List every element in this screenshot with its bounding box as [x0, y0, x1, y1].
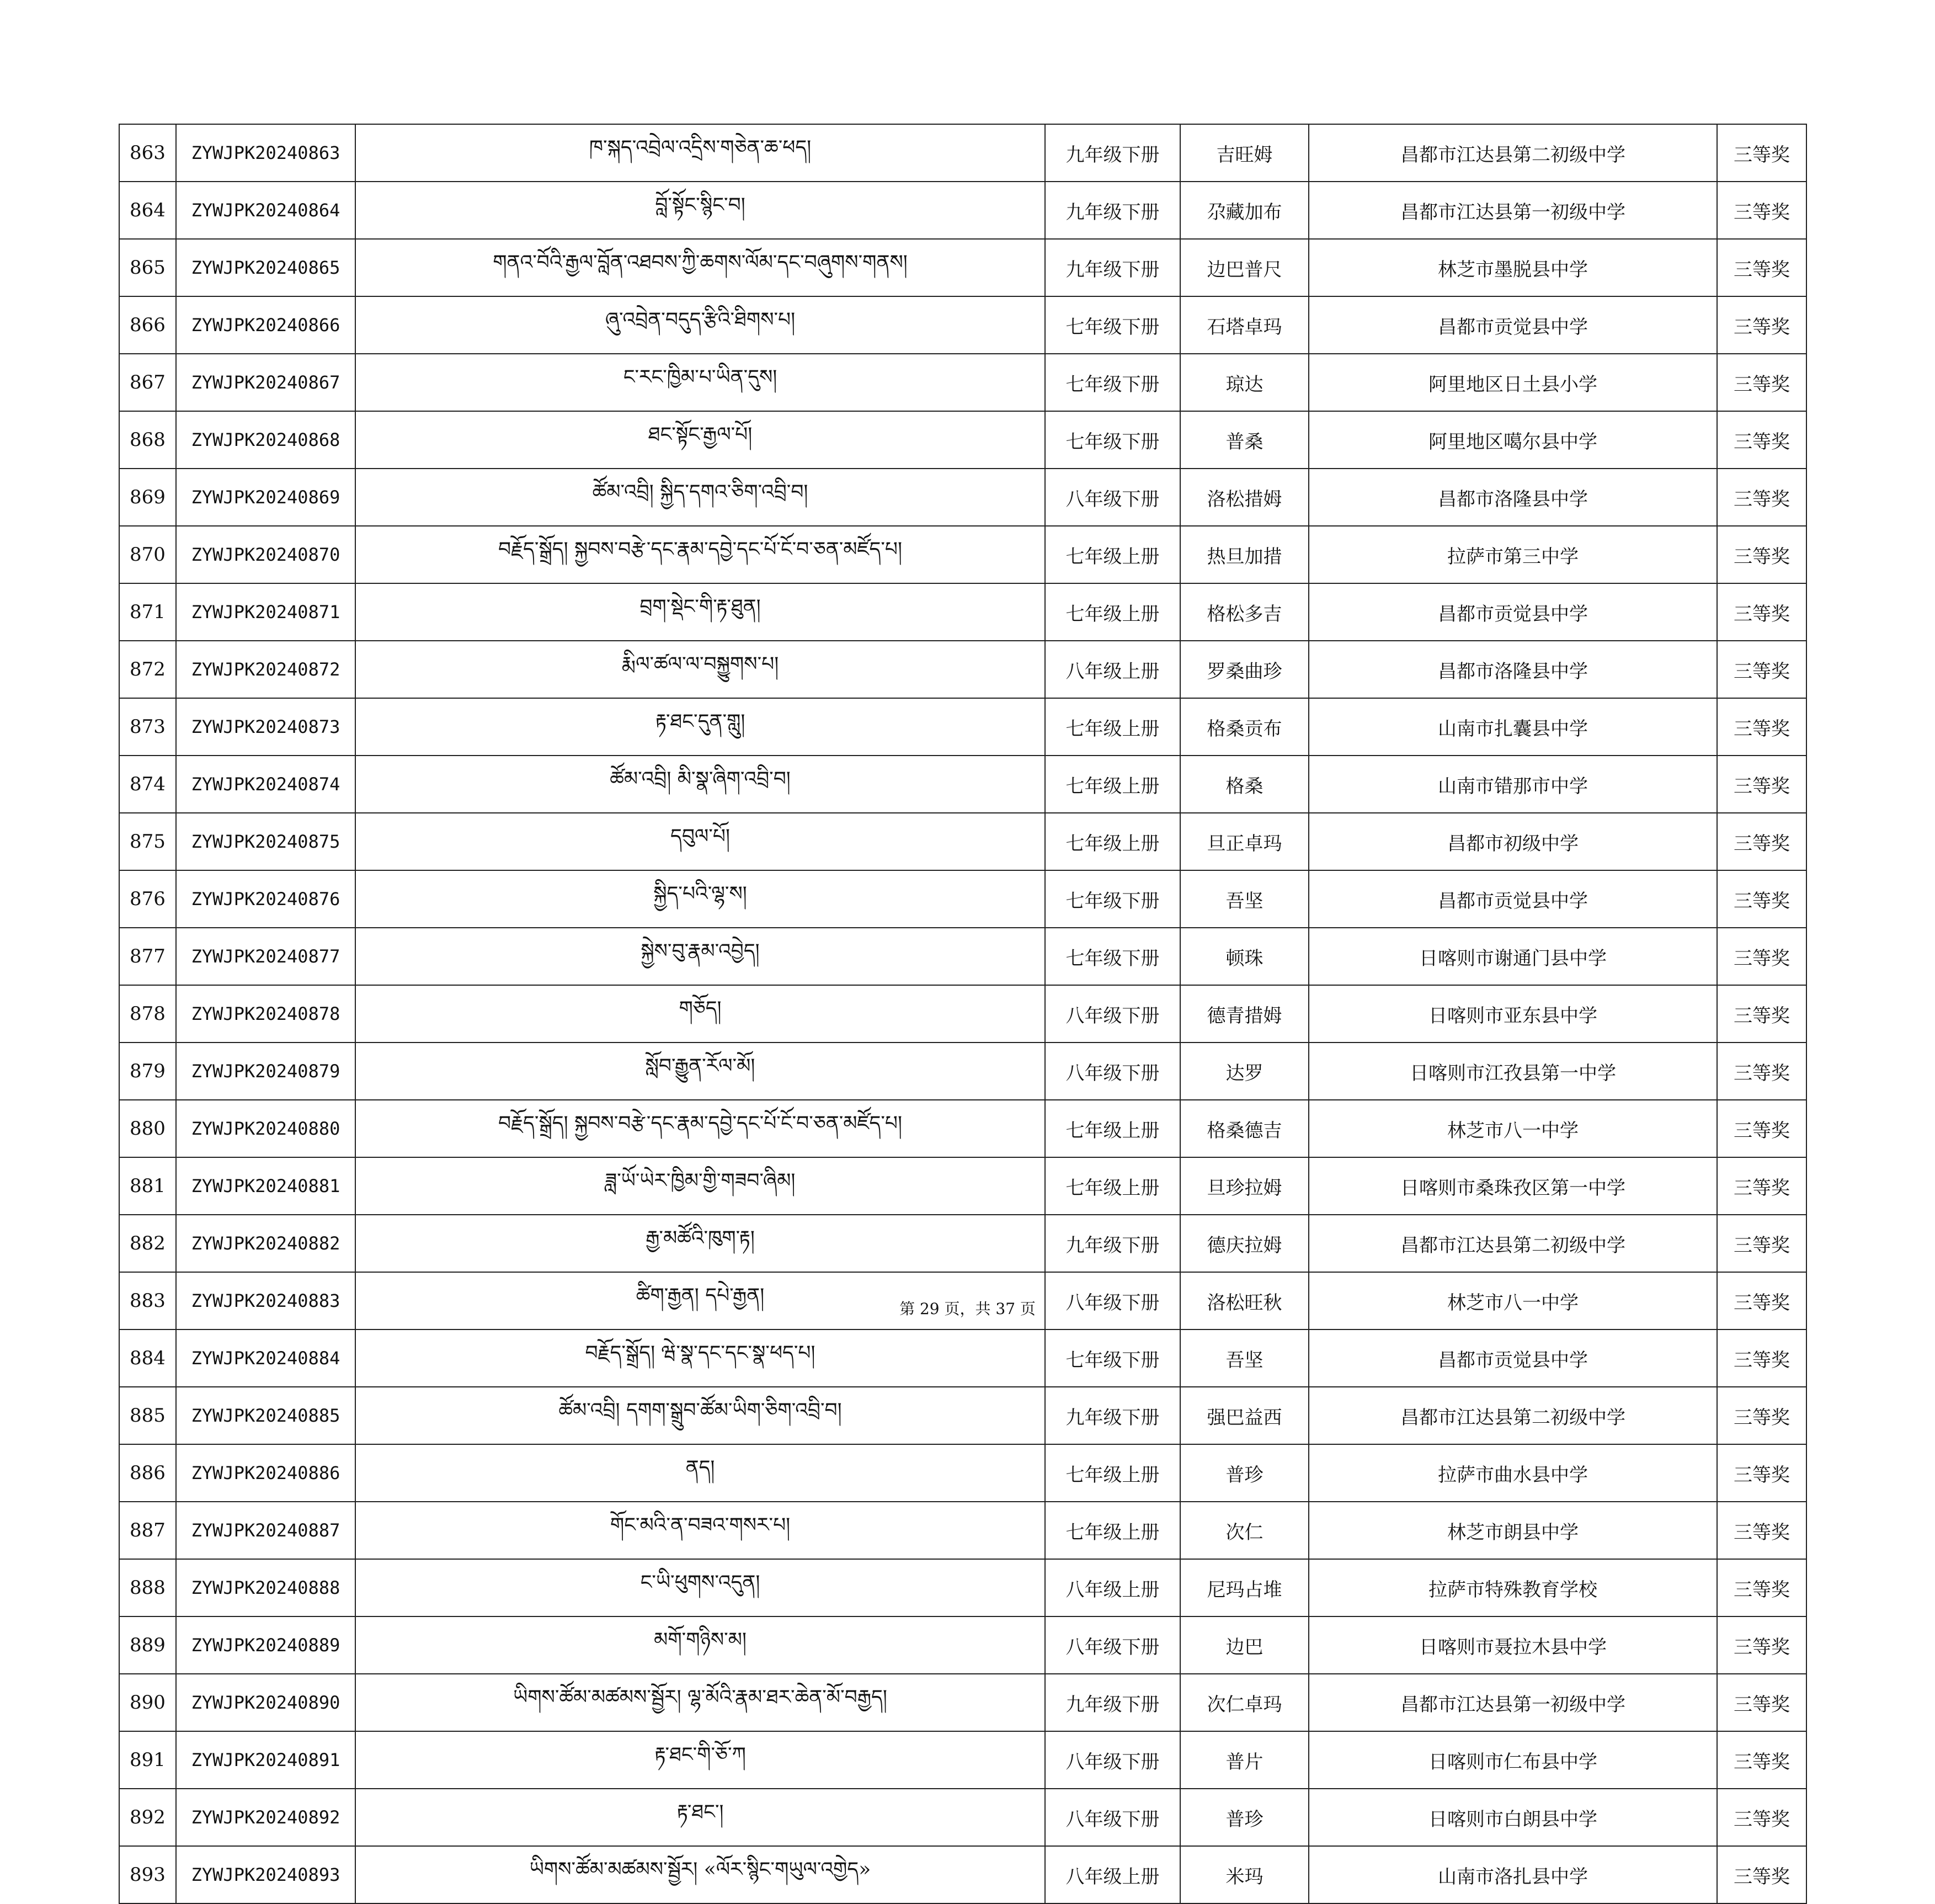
table-row — [119, 813, 1806, 870]
award-level-cell: 三等奖 — [1717, 1100, 1806, 1157]
work-title-cell: རྟ་ཐང་། — [355, 1789, 1045, 1846]
author-name-cell: 热旦加措 — [1180, 526, 1309, 583]
author-name-cell: 格桑贡布 — [1180, 698, 1309, 756]
table-row — [119, 583, 1806, 641]
award-level-cell: 三等奖 — [1717, 928, 1806, 985]
award-level-cell: 三等奖 — [1717, 296, 1806, 354]
grade-volume-cell: 七年级上册 — [1045, 526, 1180, 583]
grade-volume-cell: 七年级下册 — [1045, 296, 1180, 354]
row-number-cell: 863 — [119, 124, 176, 182]
work-title-cell: མགོ་གཉིས་མ། — [355, 1616, 1045, 1674]
author-name-cell: 罗桑曲珍 — [1180, 641, 1309, 698]
author-name-cell: 次仁 — [1180, 1502, 1309, 1559]
table-row — [119, 1329, 1806, 1387]
award-level-cell: 三等奖 — [1717, 698, 1806, 756]
author-name-cell: 普片 — [1180, 1731, 1309, 1789]
work-code-cell: ZYWJPK20240865 — [176, 239, 355, 296]
work-code-cell: ZYWJPK20240863 — [176, 124, 355, 182]
grade-volume-cell: 九年级下册 — [1045, 239, 1180, 296]
author-name-cell: 达罗 — [1180, 1043, 1309, 1100]
work-code-cell: ZYWJPK20240891 — [176, 1731, 355, 1789]
grade-volume-cell: 七年级上册 — [1045, 1444, 1180, 1502]
work-title-cell: ཡིགས་ཚོམ་མཚམས་སྦྱོར། ལྷ་མོའི་རྣམ་ཐར་ཆེན་མོ་བརྒྱད། — [355, 1674, 1045, 1731]
table-row — [119, 756, 1806, 813]
table-row — [119, 1559, 1806, 1616]
school-cell: 昌都市贡觉县中学 — [1309, 583, 1717, 641]
award-level-cell: 三等奖 — [1717, 1329, 1806, 1387]
school-cell: 日喀则市白朗县中学 — [1309, 1789, 1717, 1846]
row-number-cell: 868 — [119, 411, 176, 469]
table-row — [119, 1674, 1806, 1731]
work-code-cell: ZYWJPK20240875 — [176, 813, 355, 870]
work-code-cell: ZYWJPK20240883 — [176, 1272, 355, 1329]
work-code-cell: ZYWJPK20240885 — [176, 1387, 355, 1444]
table-body — [119, 124, 1806, 1903]
award-level-cell: 三等奖 — [1717, 1157, 1806, 1215]
row-number-cell: 892 — [119, 1789, 176, 1846]
row-number-cell: 880 — [119, 1100, 176, 1157]
grade-volume-cell: 八年级下册 — [1045, 985, 1180, 1043]
school-cell: 昌都市洛隆县中学 — [1309, 641, 1717, 698]
work-title-cell: སློབ་རྒྱུན་རོལ་མོ། — [355, 1043, 1045, 1100]
row-number-cell: 871 — [119, 583, 176, 641]
work-title-cell: བློ་སྟོང་སྙིང་བ། — [355, 182, 1045, 239]
grade-volume-cell: 七年级下册 — [1045, 411, 1180, 469]
work-code-cell: ZYWJPK20240882 — [176, 1215, 355, 1272]
school-cell: 阿里地区日土县小学 — [1309, 354, 1717, 411]
award-level-cell: 三等奖 — [1717, 1616, 1806, 1674]
row-number-cell: 874 — [119, 756, 176, 813]
row-number-cell: 875 — [119, 813, 176, 870]
work-title-cell: ཡིགས་ཚོམ་མཚམས་སྦྱོར། «ལོར་སྙིང་གཡུལ་འགྱེད» — [355, 1846, 1045, 1903]
work-code-cell: ZYWJPK20240879 — [176, 1043, 355, 1100]
work-title-cell: སྐྱེས་བུ་རྣམ་འབྱེད། — [355, 928, 1045, 985]
award-level-cell: 三等奖 — [1717, 124, 1806, 182]
school-cell: 昌都市洛隆县中学 — [1309, 469, 1717, 526]
work-title-cell: གོང་མའི་ན་བཟའ་གསར་པ། — [355, 1502, 1045, 1559]
grade-volume-cell: 九年级下册 — [1045, 1674, 1180, 1731]
author-name-cell: 普珍 — [1180, 1444, 1309, 1502]
table-row — [119, 1100, 1806, 1157]
author-name-cell: 格桑德吉 — [1180, 1100, 1309, 1157]
page-number-footer: 第 29 页，共 37 页 — [899, 1300, 1036, 1318]
grade-volume-cell: 七年级下册 — [1045, 1329, 1180, 1387]
table-row — [119, 469, 1806, 526]
row-number-cell: 888 — [119, 1559, 176, 1616]
row-number-cell: 869 — [119, 469, 176, 526]
award-level-cell: 三等奖 — [1717, 985, 1806, 1043]
work-title-cell: ཐང་སྟོང་རྒྱལ་པོ། — [355, 411, 1045, 469]
row-number-cell: 865 — [119, 239, 176, 296]
author-name-cell: 顿珠 — [1180, 928, 1309, 985]
table-row — [119, 239, 1806, 296]
table-row — [119, 985, 1806, 1043]
grade-volume-cell: 七年级上册 — [1045, 813, 1180, 870]
award-level-cell: 三等奖 — [1717, 583, 1806, 641]
award-level-cell: 三等奖 — [1717, 1215, 1806, 1272]
school-cell: 日喀则市桑珠孜区第一中学 — [1309, 1157, 1717, 1215]
work-title-cell: ཚོམ་འབྲི། མི་སྣ་ཞིག་འབྲི་བ། — [355, 756, 1045, 813]
work-title-cell: ཚོམ་འབྲི། དགག་སྒྲུབ་ཚོམ་ཡིག་ཅིག་འབྲི་བ། — [355, 1387, 1045, 1444]
author-name-cell: 洛松旺秋 — [1180, 1272, 1309, 1329]
school-cell: 昌都市贡觉县中学 — [1309, 1329, 1717, 1387]
school-cell: 昌都市江达县第二初级中学 — [1309, 124, 1717, 182]
table-row — [119, 928, 1806, 985]
row-number-cell: 883 — [119, 1272, 176, 1329]
author-name-cell: 旦正卓玛 — [1180, 813, 1309, 870]
school-cell: 日喀则市谢通门县中学 — [1309, 928, 1717, 985]
school-cell: 日喀则市仁布县中学 — [1309, 1731, 1717, 1789]
school-cell: 昌都市贡觉县中学 — [1309, 870, 1717, 928]
school-cell: 山南市错那市中学 — [1309, 756, 1717, 813]
work-code-cell: ZYWJPK20240868 — [176, 411, 355, 469]
row-number-cell: 873 — [119, 698, 176, 756]
work-code-cell: ZYWJPK20240869 — [176, 469, 355, 526]
author-name-cell: 琼达 — [1180, 354, 1309, 411]
work-code-cell: ZYWJPK20240880 — [176, 1100, 355, 1157]
grade-volume-cell: 九年级下册 — [1045, 124, 1180, 182]
row-number-cell: 877 — [119, 928, 176, 985]
work-title-cell: ཁ་སྐད་འབྲེལ་འདྲིས་གཅེན་ཆ་ཕད། — [355, 124, 1045, 182]
table-row — [119, 526, 1806, 583]
table-row — [119, 870, 1806, 928]
author-name-cell: 吾坚 — [1180, 870, 1309, 928]
school-cell: 昌都市初级中学 — [1309, 813, 1717, 870]
school-cell: 昌都市江达县第二初级中学 — [1309, 1215, 1717, 1272]
grade-volume-cell: 七年级上册 — [1045, 756, 1180, 813]
award-level-cell: 三等奖 — [1717, 354, 1806, 411]
table-row — [119, 1444, 1806, 1502]
award-level-cell: 三等奖 — [1717, 1731, 1806, 1789]
work-code-cell: ZYWJPK20240884 — [176, 1329, 355, 1387]
author-name-cell: 普桑 — [1180, 411, 1309, 469]
work-code-cell: ZYWJPK20240889 — [176, 1616, 355, 1674]
grade-volume-cell: 七年级下册 — [1045, 354, 1180, 411]
work-title-cell: ནད། — [355, 1444, 1045, 1502]
award-level-cell: 三等奖 — [1717, 870, 1806, 928]
school-cell: 林芝市八一中学 — [1309, 1272, 1717, 1329]
school-cell: 昌都市江达县第二初级中学 — [1309, 1387, 1717, 1444]
work-title-cell: བྲག་སྡེང་གི་རྟ་ཐུན། — [355, 583, 1045, 641]
author-name-cell: 次仁卓玛 — [1180, 1674, 1309, 1731]
author-name-cell: 普珍 — [1180, 1789, 1309, 1846]
grade-volume-cell: 八年级下册 — [1045, 1043, 1180, 1100]
table-row — [119, 1043, 1806, 1100]
work-title-cell: བརྗོད་སྒྲོད། སྐྱབས་བརྩེ་དང་རྣམ་དབྱེ་དང་པོ་ངོ་བ་ཅན་མཛོད་པ། — [355, 1100, 1045, 1157]
work-code-cell: ZYWJPK20240893 — [176, 1846, 355, 1903]
author-name-cell: 边巴 — [1180, 1616, 1309, 1674]
school-cell: 阿里地区噶尔县中学 — [1309, 411, 1717, 469]
award-list-table — [119, 124, 1807, 1904]
award-level-cell: 三等奖 — [1717, 1846, 1806, 1903]
award-level-cell: 三等奖 — [1717, 756, 1806, 813]
award-level-cell: 三等奖 — [1717, 526, 1806, 583]
work-code-cell: ZYWJPK20240890 — [176, 1674, 355, 1731]
table-row — [119, 411, 1806, 469]
grade-volume-cell: 八年级下册 — [1045, 1616, 1180, 1674]
school-cell: 日喀则市亚东县中学 — [1309, 985, 1717, 1043]
award-level-cell: 三等奖 — [1717, 1674, 1806, 1731]
award-level-cell: 三等奖 — [1717, 1387, 1806, 1444]
table-row — [119, 296, 1806, 354]
work-title-cell: གནའ་བོའི་རྒྱལ་བློན་འཐབས་ཀྱི་ཆགས་ལོམ་དང་བཞུགས་གནས། — [355, 239, 1045, 296]
row-number-cell: 864 — [119, 182, 176, 239]
work-code-cell: ZYWJPK20240871 — [176, 583, 355, 641]
grade-volume-cell: 八年级上册 — [1045, 1559, 1180, 1616]
work-title-cell: ཟླ་ཡོ་ཡེར་ཁྱིམ་གྱི་གཟབ་ཞིམ། — [355, 1157, 1045, 1215]
row-number-cell: 878 — [119, 985, 176, 1043]
grade-volume-cell: 九年级下册 — [1045, 182, 1180, 239]
grade-volume-cell: 七年级下册 — [1045, 870, 1180, 928]
row-number-cell: 884 — [119, 1329, 176, 1387]
grade-volume-cell: 八年级下册 — [1045, 469, 1180, 526]
table-row — [119, 182, 1806, 239]
row-number-cell: 891 — [119, 1731, 176, 1789]
work-code-cell: ZYWJPK20240877 — [176, 928, 355, 985]
author-name-cell: 边巴普尺 — [1180, 239, 1309, 296]
award-level-cell: 三等奖 — [1717, 1043, 1806, 1100]
row-number-cell: 887 — [119, 1502, 176, 1559]
work-code-cell: ZYWJPK20240872 — [176, 641, 355, 698]
work-title-cell: རྟ་ཐང་གི་ཅོ་ཀ — [355, 1731, 1045, 1789]
work-code-cell: ZYWJPK20240886 — [176, 1444, 355, 1502]
work-title-cell: སྐྱིད་པའི་ལྷ་ས། — [355, 870, 1045, 928]
row-number-cell: 881 — [119, 1157, 176, 1215]
author-name-cell: 尼玛占堆 — [1180, 1559, 1309, 1616]
award-level-cell: 三等奖 — [1717, 411, 1806, 469]
school-cell: 昌都市江达县第一初级中学 — [1309, 1674, 1717, 1731]
table-row — [119, 1215, 1806, 1272]
school-cell: 拉萨市特殊教育学校 — [1309, 1559, 1717, 1616]
row-number-cell: 890 — [119, 1674, 176, 1731]
award-level-cell: 三等奖 — [1717, 1444, 1806, 1502]
author-name-cell: 米玛 — [1180, 1846, 1309, 1903]
table-row — [119, 1157, 1806, 1215]
school-cell: 拉萨市第三中学 — [1309, 526, 1717, 583]
table-row — [119, 698, 1806, 756]
row-number-cell: 872 — [119, 641, 176, 698]
work-title-cell: ཚོམ་འབྲི། སྐྱིད་དགའ་ཅིག་འབྲི་བ། — [355, 469, 1045, 526]
author-name-cell: 尕藏加布 — [1180, 182, 1309, 239]
work-title-cell: བརྗོད་སྒྲོད། སྐྱབས་བརྩེ་དང་རྣམ་དབྱེ་དང་པོ་ངོ་བ་ཅན་མཛོད་པ། — [355, 526, 1045, 583]
row-number-cell: 879 — [119, 1043, 176, 1100]
table-row — [119, 641, 1806, 698]
grade-volume-cell: 七年级上册 — [1045, 1157, 1180, 1215]
table-row — [119, 1731, 1806, 1789]
author-name-cell: 德青措姆 — [1180, 985, 1309, 1043]
school-cell: 昌都市江达县第一初级中学 — [1309, 182, 1717, 239]
grade-volume-cell: 七年级上册 — [1045, 583, 1180, 641]
author-name-cell: 格松多吉 — [1180, 583, 1309, 641]
row-number-cell: 867 — [119, 354, 176, 411]
table-row — [119, 1387, 1806, 1444]
author-name-cell: 吉旺姆 — [1180, 124, 1309, 182]
table-row — [119, 1846, 1806, 1903]
grade-volume-cell: 七年级上册 — [1045, 1502, 1180, 1559]
grade-volume-cell: 七年级上册 — [1045, 698, 1180, 756]
author-name-cell: 格桑 — [1180, 756, 1309, 813]
award-level-cell: 三等奖 — [1717, 1789, 1806, 1846]
work-code-cell: ZYWJPK20240864 — [176, 182, 355, 239]
row-number-cell: 893 — [119, 1846, 176, 1903]
school-cell: 日喀则市聂拉木县中学 — [1309, 1616, 1717, 1674]
work-code-cell: ZYWJPK20240878 — [176, 985, 355, 1043]
work-code-cell: ZYWJPK20240867 — [176, 354, 355, 411]
award-level-cell: 三等奖 — [1717, 182, 1806, 239]
work-code-cell: ZYWJPK20240870 — [176, 526, 355, 583]
school-cell: 山南市洛扎县中学 — [1309, 1846, 1717, 1903]
table-row — [119, 1502, 1806, 1559]
work-title-cell: ཞུ་འབྲེན་བདུད་རྩིའི་ཐིགས་པ། — [355, 296, 1045, 354]
work-title-cell: རྨིལ་ཚལ་ལ་བསྐྱུགས་པ། — [355, 641, 1045, 698]
award-level-cell: 三等奖 — [1717, 469, 1806, 526]
author-name-cell: 洛松措姆 — [1180, 469, 1309, 526]
work-title-cell: ང་རང་ཁྱིམ་པ་ཡིན་དུས། — [355, 354, 1045, 411]
award-level-cell: 三等奖 — [1717, 813, 1806, 870]
work-title-cell: རྒྱ་མཚོའི་ཁུག་རྟ། — [355, 1215, 1045, 1272]
table-row — [119, 1789, 1806, 1846]
award-level-cell: 三等奖 — [1717, 641, 1806, 698]
grade-volume-cell: 八年级上册 — [1045, 641, 1180, 698]
work-title-cell: གཅོད། — [355, 985, 1045, 1043]
school-cell: 林芝市八一中学 — [1309, 1100, 1717, 1157]
work-title-cell: དབུལ་པོ། — [355, 813, 1045, 870]
award-level-cell: 三等奖 — [1717, 1502, 1806, 1559]
work-code-cell: ZYWJPK20240876 — [176, 870, 355, 928]
row-number-cell: 876 — [119, 870, 176, 928]
row-number-cell: 885 — [119, 1387, 176, 1444]
row-number-cell: 866 — [119, 296, 176, 354]
author-name-cell: 德庆拉姆 — [1180, 1215, 1309, 1272]
award-level-cell: 三等奖 — [1717, 1559, 1806, 1616]
work-code-cell: ZYWJPK20240887 — [176, 1502, 355, 1559]
table-row — [119, 1616, 1806, 1674]
work-title-cell: རྟ་ཐང་དུན་གླུ། — [355, 698, 1045, 756]
grade-volume-cell: 七年级下册 — [1045, 928, 1180, 985]
author-name-cell: 吾坚 — [1180, 1329, 1309, 1387]
grade-volume-cell: 八年级上册 — [1045, 1846, 1180, 1903]
work-code-cell: ZYWJPK20240892 — [176, 1789, 355, 1846]
school-cell: 日喀则市江孜县第一中学 — [1309, 1043, 1717, 1100]
grade-volume-cell: 九年级下册 — [1045, 1387, 1180, 1444]
work-code-cell: ZYWJPK20240881 — [176, 1157, 355, 1215]
work-title-cell: ཚིག་རྒྱན། དཔེ་རྒྱན། — [355, 1272, 1045, 1329]
work-code-cell: ZYWJPK20240866 — [176, 296, 355, 354]
award-level-cell: 三等奖 — [1717, 1272, 1806, 1329]
row-number-cell: 870 — [119, 526, 176, 583]
school-cell: 林芝市朗县中学 — [1309, 1502, 1717, 1559]
author-name-cell: 石塔卓玛 — [1180, 296, 1309, 354]
award-level-cell: 三等奖 — [1717, 239, 1806, 296]
grade-volume-cell: 八年级下册 — [1045, 1789, 1180, 1846]
author-name-cell: 旦珍拉姆 — [1180, 1157, 1309, 1215]
row-number-cell: 886 — [119, 1444, 176, 1502]
work-title-cell: ང་ཡི་ཕུགས་འདུན། — [355, 1559, 1045, 1616]
school-cell: 昌都市贡觉县中学 — [1309, 296, 1717, 354]
grade-volume-cell: 九年级下册 — [1045, 1215, 1180, 1272]
grade-volume-cell: 七年级上册 — [1045, 1100, 1180, 1157]
grade-volume-cell: 八年级下册 — [1045, 1272, 1180, 1329]
row-number-cell: 882 — [119, 1215, 176, 1272]
work-code-cell: ZYWJPK20240888 — [176, 1559, 355, 1616]
author-name-cell: 强巴益西 — [1180, 1387, 1309, 1444]
work-code-cell: ZYWJPK20240873 — [176, 698, 355, 756]
table-row — [119, 354, 1806, 411]
row-number-cell: 889 — [119, 1616, 176, 1674]
table-row — [119, 124, 1806, 182]
school-cell: 拉萨市曲水县中学 — [1309, 1444, 1717, 1502]
work-code-cell: ZYWJPK20240874 — [176, 756, 355, 813]
work-title-cell: བརྗོད་སྒྲོད། ཝེ་སྣ་དང་དང་སྣ་ཕད་པ། — [355, 1329, 1045, 1387]
school-cell: 山南市扎囊县中学 — [1309, 698, 1717, 756]
school-cell: 林芝市墨脱县中学 — [1309, 239, 1717, 296]
grade-volume-cell: 八年级下册 — [1045, 1731, 1180, 1789]
